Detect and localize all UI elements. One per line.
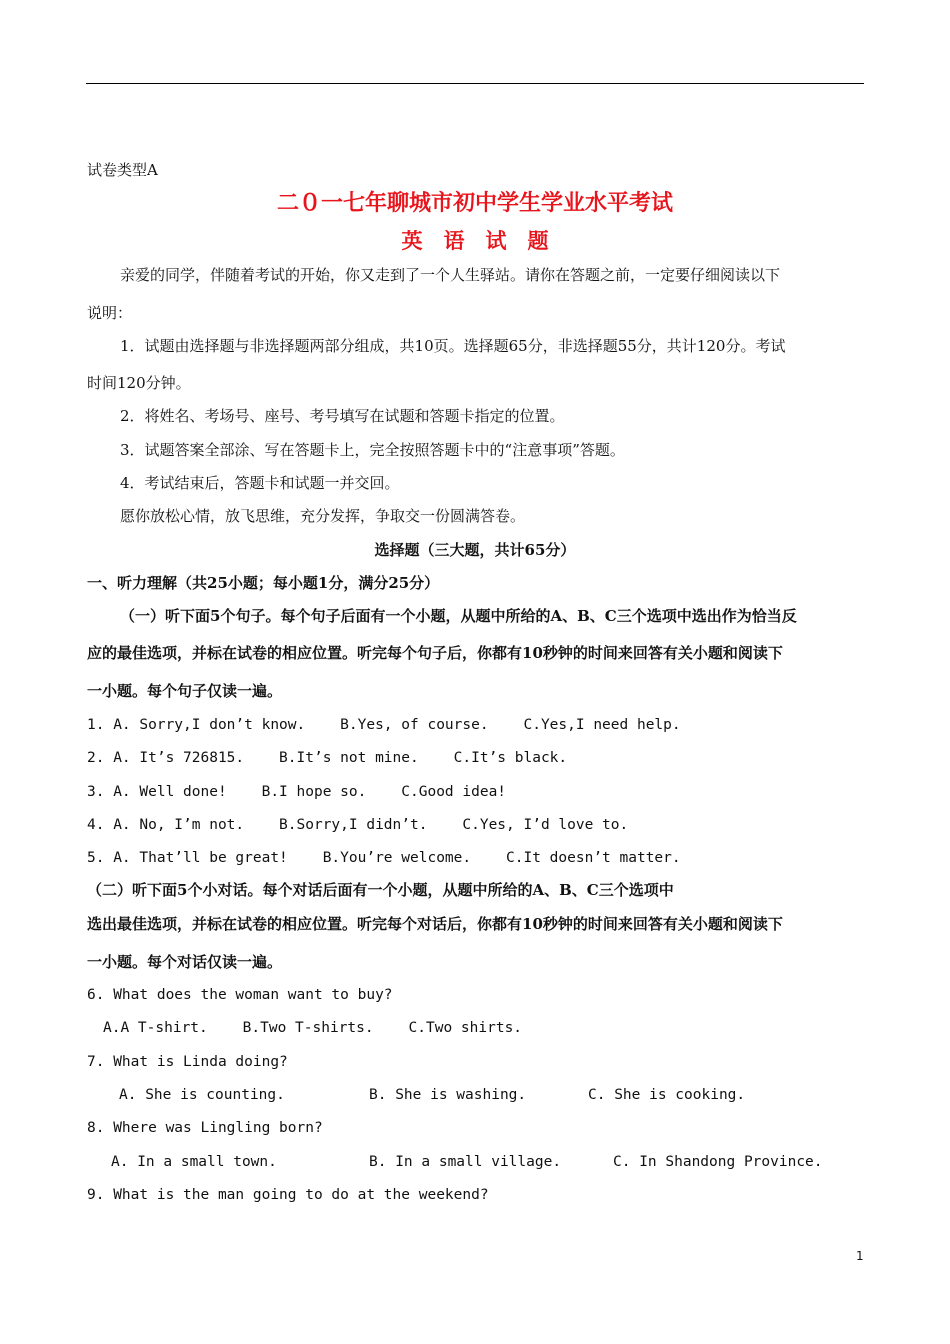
part1-heading: 一、听力理解（共25小题；每小题1分，满分25分） xyxy=(87,574,440,592)
question-8: 8. Where was Lingling born? xyxy=(87,1120,323,1136)
question-7-option-c: C. She is cooking. xyxy=(588,1087,746,1103)
question-5: 5. A. That’ll be great! B.You’re welcome. C.It doesn’t matter. xyxy=(87,850,681,866)
question-7-option-b: B. She is washing. xyxy=(369,1087,527,1103)
question-6-options: A.A T-shirt. B.Two T-shirts. C.Two shirts. xyxy=(103,1020,523,1036)
intro-line-1: 亲爱的同学，伴随着考试的开始，你又走到了一个人生驿站。请你在答题之前，一定要仔细阅读以下 xyxy=(120,266,781,284)
intro-wish: 愿你放松心情，放飞思维，充分发挥，争取交一份圆满答卷。 xyxy=(120,507,526,525)
question-3: 3. A. Well done! B.I hope so. C.Good idea! xyxy=(87,784,507,800)
sub1-instructions-1: （一）听下面5个句子。每个句子后面有一个小题，从题中所给的A、B、C三个选项中选出作为恰当反 xyxy=(120,607,797,625)
question-8-option-b: B. In a small village. xyxy=(369,1154,562,1170)
question-8-option-a: A. In a small town. xyxy=(111,1154,277,1170)
question-9: 9. What is the man going to do at the weekend? xyxy=(87,1187,489,1203)
instruction-2: 2．将姓名、考场号、座号、考号填写在试题和答题卡指定的位置。 xyxy=(120,407,565,425)
exam-subtitle: 英 语 试 题 xyxy=(401,229,549,253)
question-7: 7. What is Linda doing? xyxy=(87,1054,288,1070)
question-2: 2. A. It’s 726815. B.It’s not mine. C.It’s black. xyxy=(87,750,568,766)
question-7-option-a: A. She is counting. xyxy=(119,1087,285,1103)
intro-line-2: 说明： xyxy=(87,304,133,322)
question-6: 6. What does the woman want to buy? xyxy=(87,987,393,1003)
instruction-1b: 时间120分钟。 xyxy=(87,374,191,392)
sub2-instructions-3: 一小题。每个对话仅读一遍。 xyxy=(87,953,283,971)
question-4: 4. A. No, I’m not. B.Sorry,I didn’t. C.Yes, I’d love to. xyxy=(87,817,629,833)
sub2-instructions-1: （二）听下面5个小对话。每个对话后面有一个小题，从题中所给的A、B、C三个选项中 xyxy=(87,881,674,899)
header-rule xyxy=(86,83,864,84)
sub1-instructions-3: 一小题。每个句子仅读一遍。 xyxy=(87,682,283,700)
instruction-1a: 1．试题由选择题与非选择题两部分组成，共10页。选择题65分，非选择题55分，共计120分。考试 xyxy=(120,337,786,355)
sub1-instructions-2: 应的最佳选项，并标在试卷的相应位置。听完每个句子后，你都有10秒钟的时间来回答有关小题和阅读下 xyxy=(87,644,783,662)
sub2-instructions-2: 选出最佳选项，并标在试卷的相应位置。听完每个对话后，你都有10秒钟的时间来回答有关小题和阅读下 xyxy=(87,915,783,933)
exam-title: 二０一七年聊城市初中学生学业水平考试 xyxy=(276,191,673,216)
instruction-4: 4．考试结束后，答题卡和试题一并交回。 xyxy=(120,474,400,492)
page-number: 1 xyxy=(856,1249,864,1263)
instruction-3: 3．试题答案全部涂、写在答题卡上，完全按照答题卡中的“注意事项”答题。 xyxy=(120,441,625,459)
choice-section-header: 选择题（三大题，共计65分） xyxy=(374,541,576,559)
question-8-option-c: C. In Shandong Province. xyxy=(613,1154,823,1170)
question-1: 1. A. Sorry,I don’t know. B.Yes, of course. C.Yes,I need help. xyxy=(87,717,681,733)
paper-type: 试卷类型A xyxy=(87,161,158,179)
